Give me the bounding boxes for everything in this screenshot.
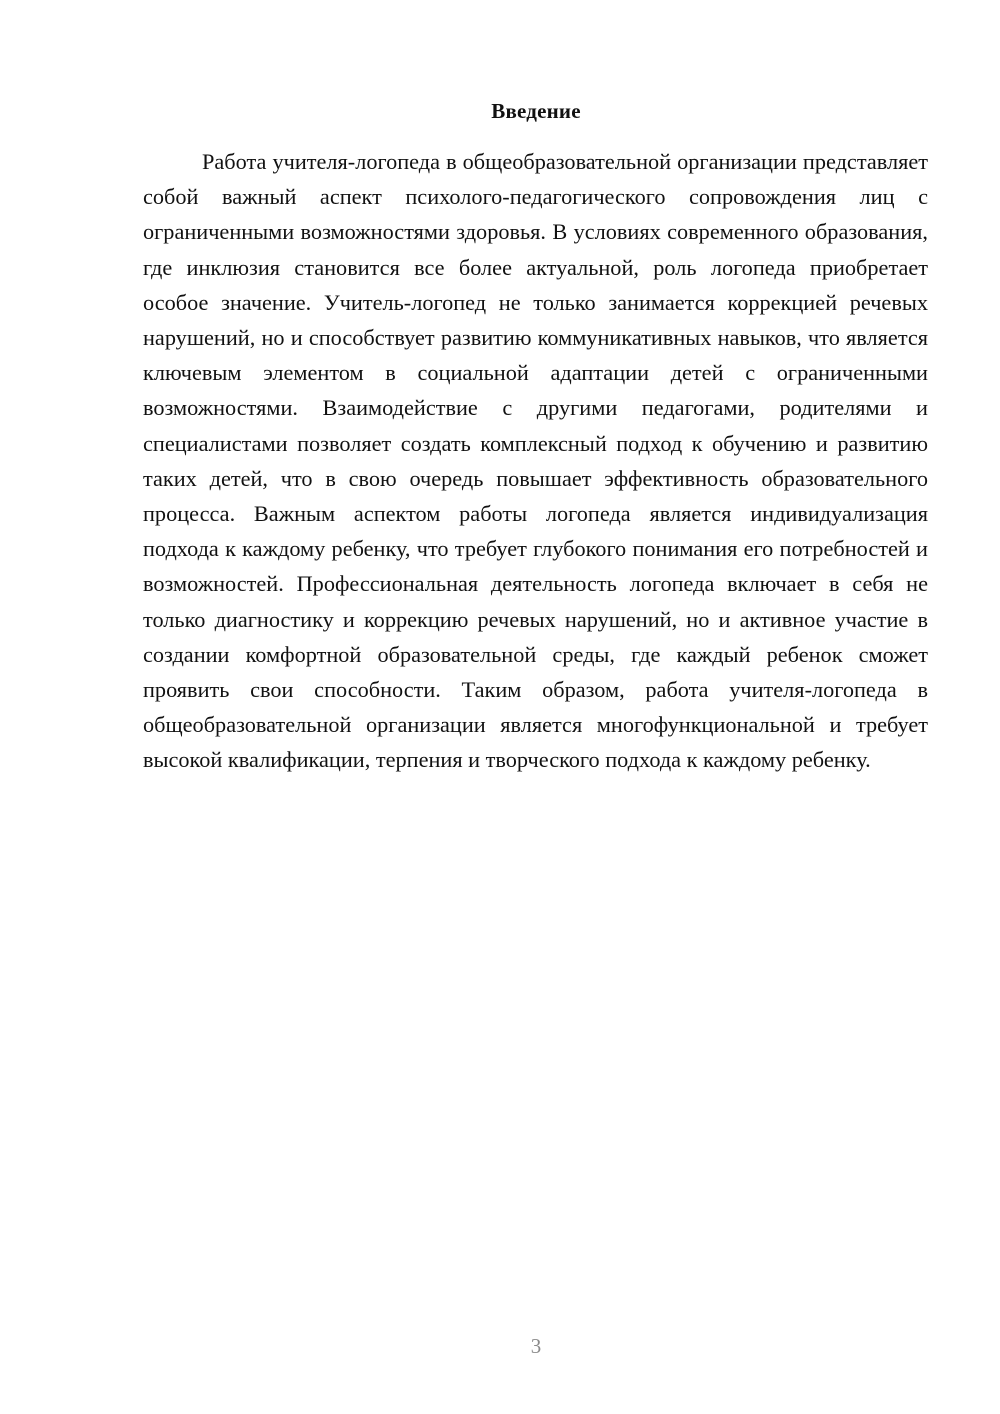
page-number: 3 xyxy=(530,1334,542,1358)
body-paragraph: Работа учителя-логопеда в общеобразовательной организации представляет собой важный аспект психолого-педагогического сопровождения лиц с ограниченными возможностями здоровья. В условиях современного образования, где инклюзия становится все более актуальной, роль логопеда приобретает особое значение. Учитель-логопед не только занимается коррекцией речевых нарушений, но и способствует развитию коммуникативных навыков, что является ключевым элементом в социальной адаптации детей с ограниченными возможностями. Взаимодействие с другими педагогами, родителями и специалистами позволяет создать комплексный подход к обучению и развитию таких детей, что в свою очередь повышает эффективность образовательного процесса. Важным аспектом работы логопеда является индивидуализация подхода к каждому ребенку, что требует глубокого понимания его потребностей и возможностей. Профессиональная деятельность логопеда включает в себя не только диагностику и коррекцию речевых нарушений, но и активное участие в создании комфортной образовательной среды, где каждый ребенок сможет проявить свои способности. Таким образом, работа учителя-логопеда в общеобразовательной организации является многофункциональной и требует высокой квалификации, терпения и творческого подхода к каждому ребенку. xyxy=(143,149,928,773)
section-heading: Введение xyxy=(491,99,581,123)
